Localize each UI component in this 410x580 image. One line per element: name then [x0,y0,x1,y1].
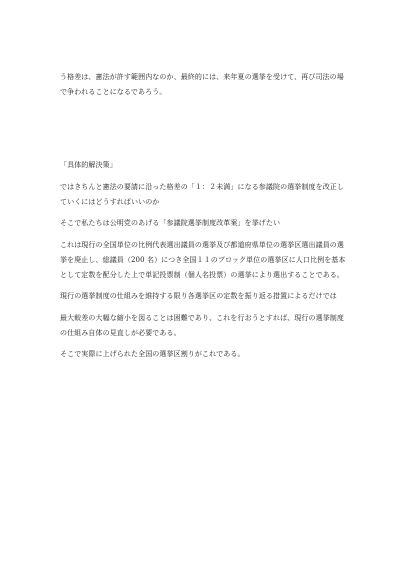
paragraph-line: ではきちんと憲法の要請に沿った格差の「１：２未満」になる参議院の選挙制度を改正し [60,183,344,191]
paragraph-line: で争われることになるであろう。 [60,88,167,96]
paragraph-line: そこで実際に上げられた全国の選挙区割りがこれである。 [60,350,245,358]
paragraph-line: として定数を配分した上で単記投票制（個人名投票）の選挙により選出することである。 [60,271,344,279]
paragraph-line: そこで私たちは公明党のあげる「参議院選挙制度改革案」を挙げたい [60,219,281,227]
paragraph-line: う格差は、憲法が許す範囲内なのか、最終的には、来年夏の選挙を受けて、再び司法の場 [60,73,344,81]
paragraph-line: これは現行の全国単位の比例代表選出議員の選挙及び都道府県単位の選挙区選出議員の選 [60,241,344,249]
paragraph-line: 最大較差の大幅な縮小を図ることは困難であり、これを行おうとすれば、現行の選挙制度 [60,314,344,322]
paragraph-line: ていくにはどうすればいいのか [60,198,160,206]
section-heading: 「具体的解決策」 [60,161,117,169]
paragraph-line: の仕組み自体の見直しが必要である。 [60,329,181,337]
paragraph-line: 現行の選挙制度の仕組みを維持する限り各選挙区の定数を振り返る措置によるだけでは [60,292,337,300]
paragraph-line: 挙を廃止し、総議員（200 名）につき全国１１のブロック単位の選挙区に人口比例を基本 [60,256,346,264]
